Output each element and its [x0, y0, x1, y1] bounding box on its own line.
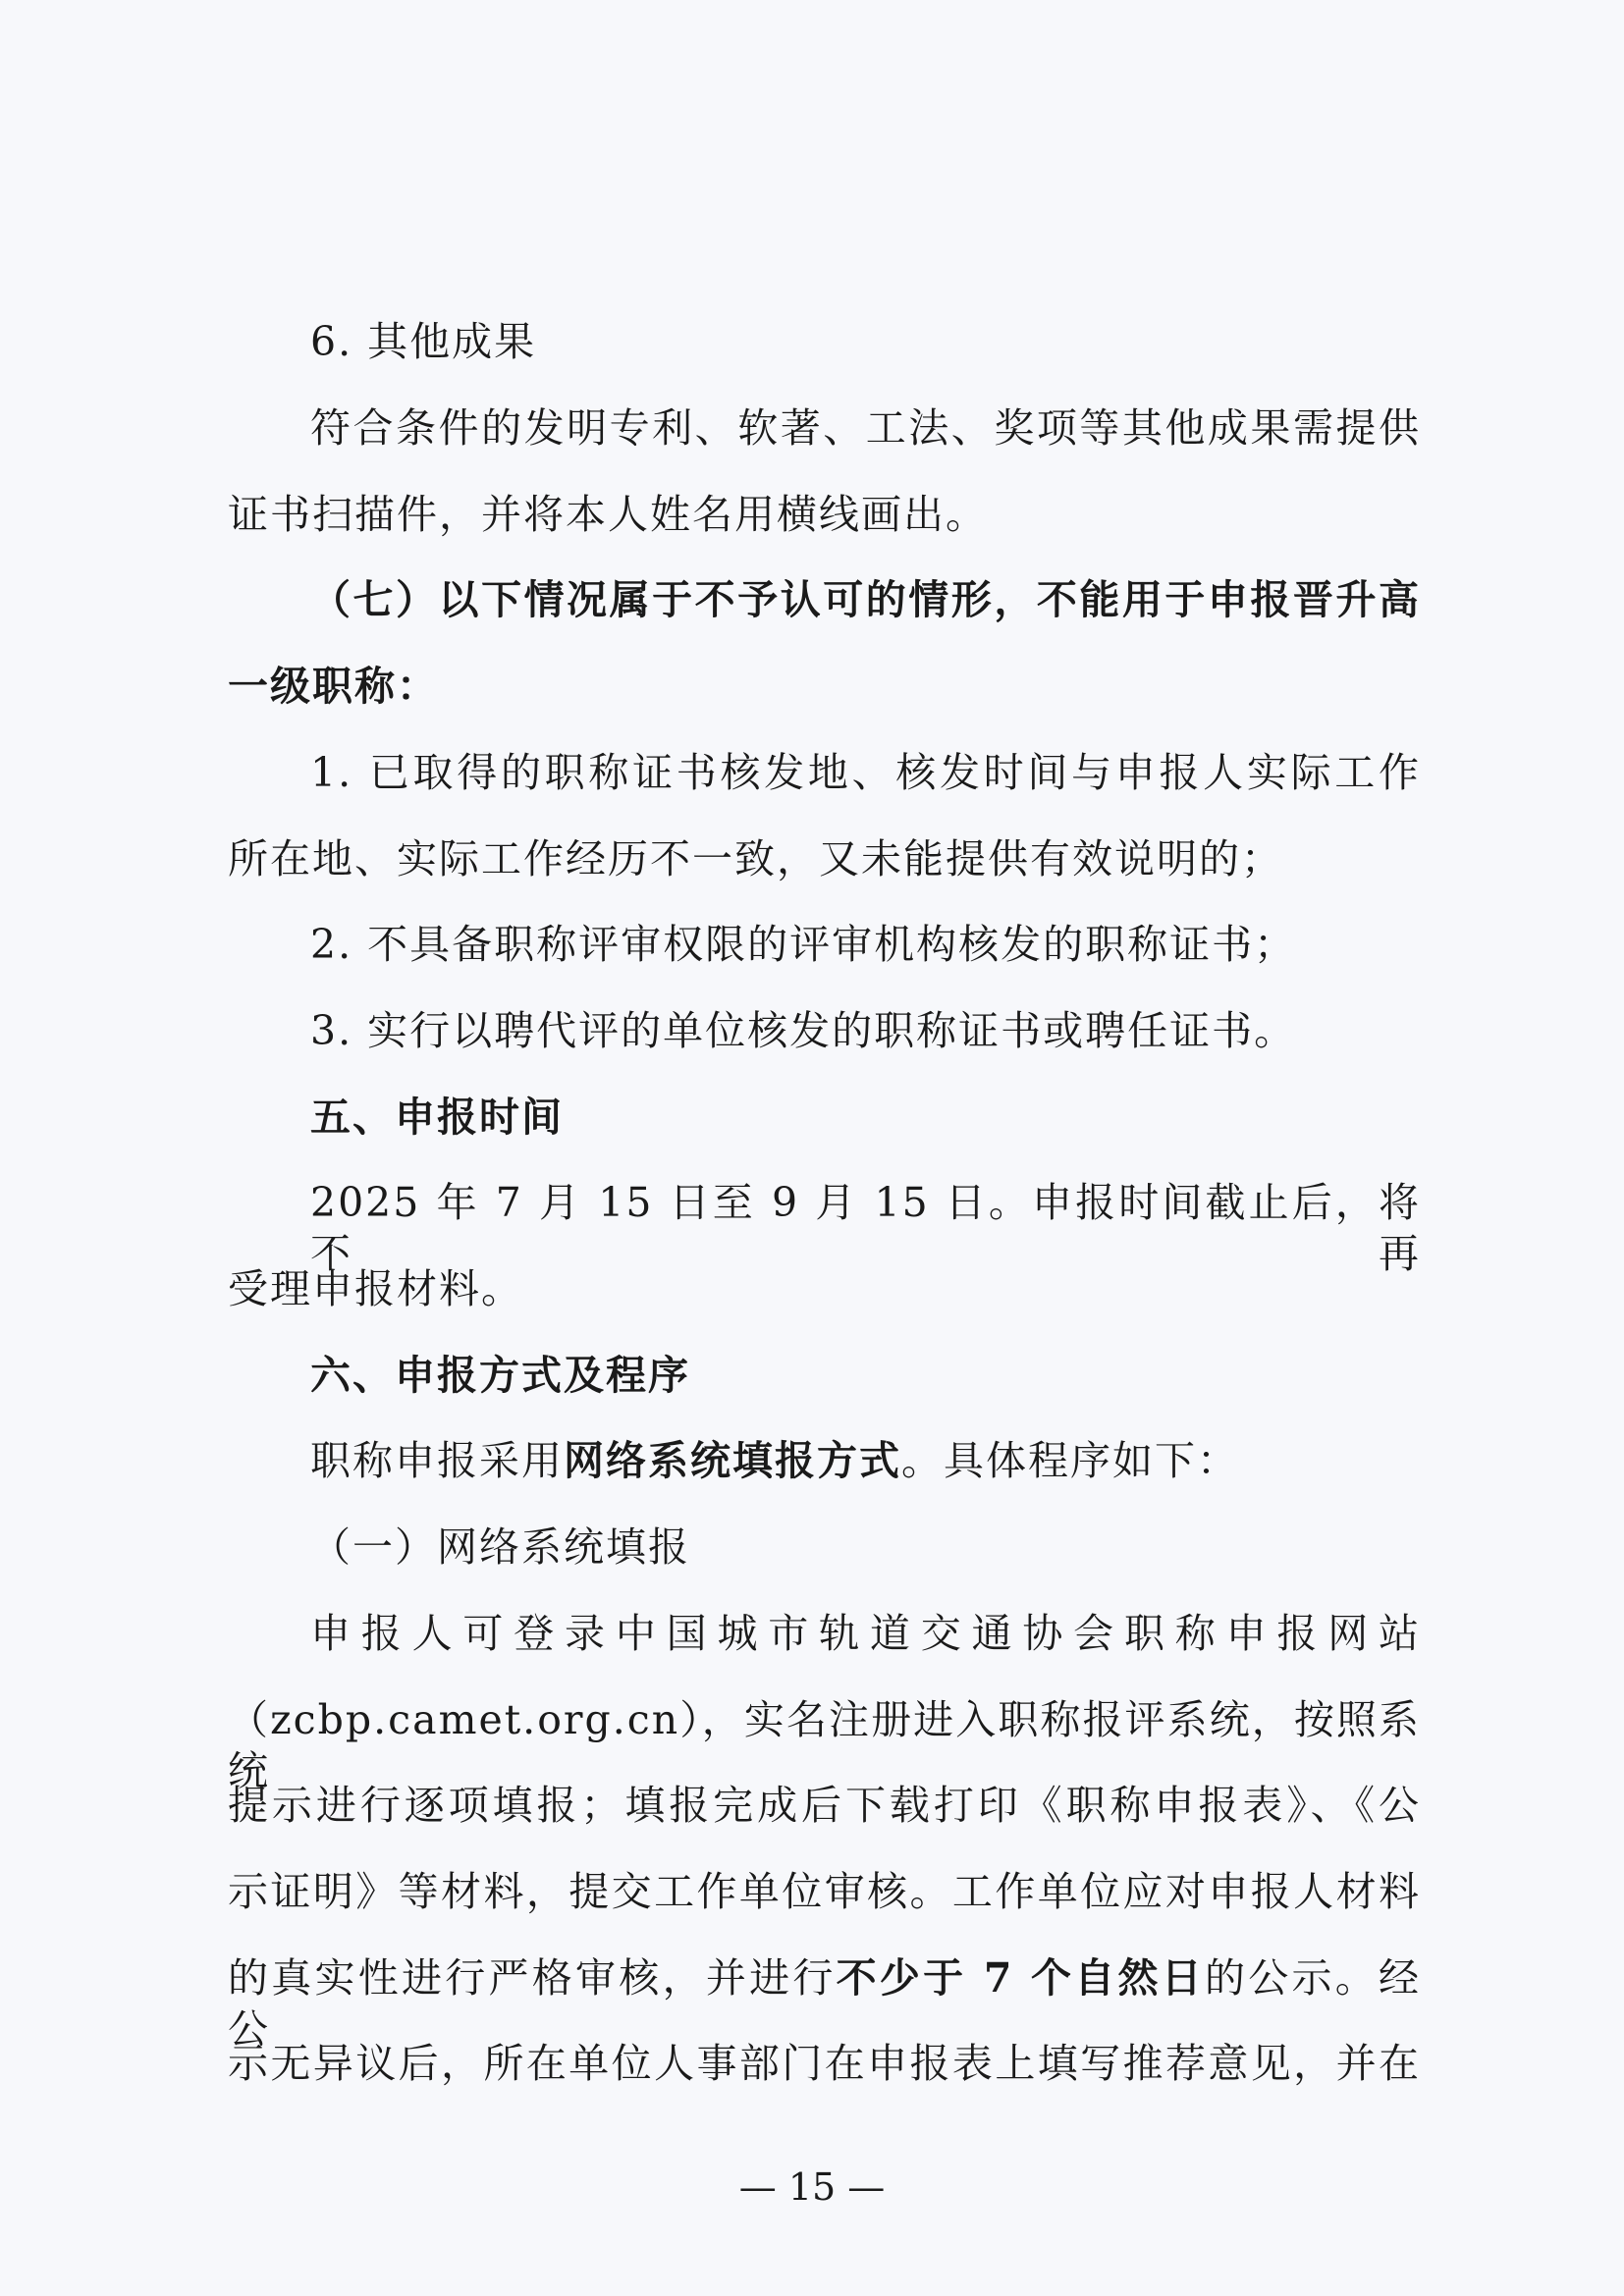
- paragraph-line: 受理申报材料。: [228, 1265, 523, 1312]
- section-7-heading-cont: 一级职称：: [228, 663, 439, 710]
- paragraph-line: 2025 年 7 月 15 日至 9 月 15 日。申报时间截止后，将不再: [310, 1179, 1421, 1277]
- item-6-heading: 6. 其他成果: [310, 318, 537, 365]
- page-number: — 15 —: [738, 2165, 886, 2209]
- emphasis-text: 不少于 7 个自然日: [836, 1954, 1205, 2002]
- list-item-3: 3. 实行以聘代评的单位核发的职称证书或聘任证书。: [310, 1007, 1297, 1054]
- paragraph-line: 示证明》等材料，提交工作单位审核。工作单位应对申报人材料: [228, 1868, 1421, 1915]
- paragraph-line: [310, 1435, 1421, 1486]
- text-run: 。具体程序如下：: [901, 1437, 1239, 1484]
- subsection-1-heading: （一）网络系统填报: [310, 1523, 690, 1571]
- text-run: 的真实性进行严格审核，并进行: [228, 1954, 837, 2002]
- paragraph-line: [228, 1952, 1422, 2053]
- section-7-heading: （七）以下情况属于不予认可的情形，不能用于申报晋升高: [310, 576, 1421, 623]
- section-5-heading: 五、申报时间: [310, 1094, 564, 1141]
- paragraph-line: 符合条件的发明专利、软著、工法、奖项等其他成果需提供: [310, 404, 1421, 452]
- emphasis-text: 网络系统填报方式: [564, 1437, 901, 1484]
- section-6-heading: 六、申报方式及程序: [310, 1352, 690, 1399]
- list-item-1-cont: 所在地、实际工作经历不一致，又未能提供有效说明的；: [228, 835, 1283, 882]
- paragraph-line: 证书扫描件，并将本人姓名用横线画出。: [228, 491, 988, 538]
- list-item-1: 1. 已取得的职称证书核发地、核发时间与申报人实际工作: [310, 749, 1421, 796]
- text-run: 的公示。经公: [228, 1954, 1422, 2053]
- paragraph-line: 示无异议后，所在单位人事部门在申报表上填写推荐意见，并在: [228, 2040, 1421, 2087]
- paragraph-line: （zcbp.camet.org.cn），实名注册进入职称报评系统，按照系统: [228, 1696, 1421, 1794]
- text-run: 职称申报采用: [310, 1437, 564, 1484]
- paragraph-line: 申报人可登录中国城市轨道交通协会职称申报网站: [310, 1610, 1421, 1657]
- paragraph-line: 提示进行逐项填报；填报完成后下载打印《职称申报表》、《公: [228, 1782, 1421, 1829]
- list-item-2: 2. 不具备职称评审权限的评审机构核发的职称证书；: [310, 921, 1297, 968]
